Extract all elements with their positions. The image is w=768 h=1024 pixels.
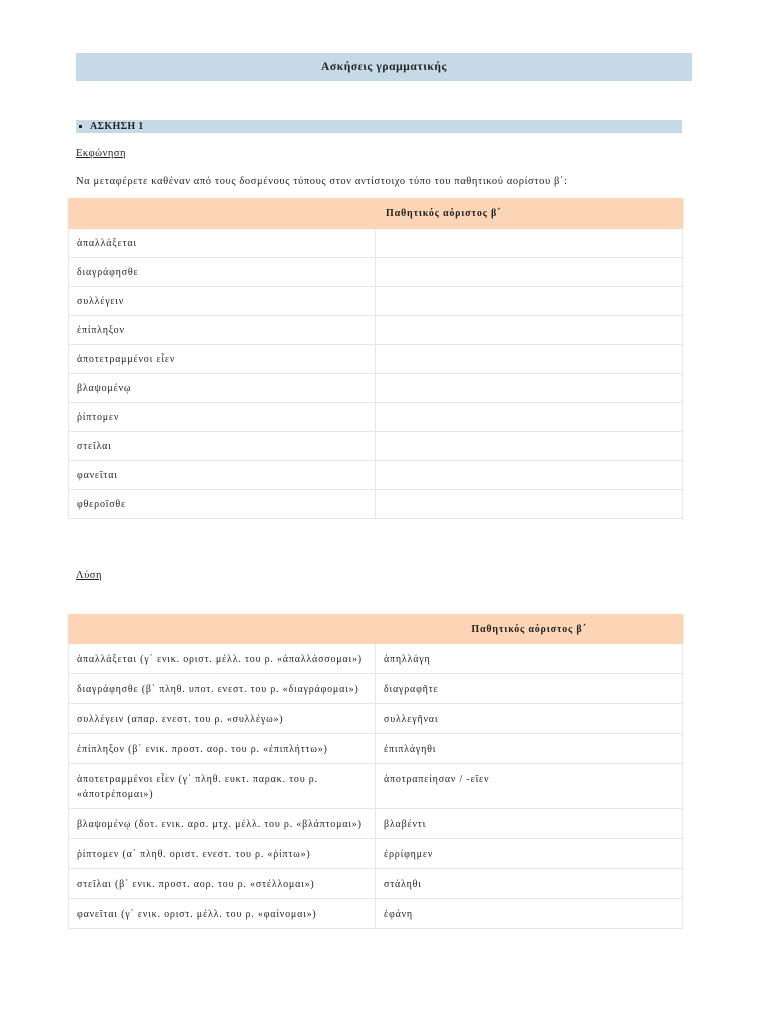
table-row [69, 809, 683, 839]
form-cell: φανεῖται [69, 461, 376, 490]
answer-cell: στάληθι [376, 869, 683, 899]
answer-cell: ἐφάνη [376, 899, 683, 929]
form-cell: ἀποτετραμμένοι εἶεν (γ΄ πληθ. ευκτ. παρακ. του ρ. «ἀποτρέπομαι») [69, 764, 376, 809]
form-cell: βλαψομένῳ [69, 374, 376, 403]
form-cell: ῥίπτομεν (α΄ πληθ. οριστ. ενεστ. του ρ. «ῥίπτω») [69, 839, 376, 869]
form-cell: ἀπαλλάξεται [69, 229, 376, 258]
table-row [69, 899, 683, 929]
form-cell: στεῖλαι [69, 432, 376, 461]
table-header-row [69, 615, 683, 644]
form-cell: συλλέγειν (απαρ. ενεστ. του ρ. «συλλέγω») [69, 704, 376, 734]
form-cell: στεῖλαι (β΄ ενικ. προστ. αορ. του ρ. «στέλλομαι») [69, 869, 376, 899]
answer-cell[interactable] [376, 461, 683, 490]
table-row [69, 345, 683, 374]
form-cell: συλλέγειν [69, 287, 376, 316]
answer-cell: διαγραφῆτε [376, 674, 683, 704]
table-row [69, 869, 683, 899]
form-cell: ἐπίπληξον (β΄ ενικ. προστ. αορ. του ρ. «ἐπιπλήττω») [69, 734, 376, 764]
table-row [69, 490, 683, 519]
table-header-cell-aorist: Παθητικός αόριστος β΄ [376, 199, 683, 229]
table-row [69, 432, 683, 461]
table-row [69, 461, 683, 490]
form-cell: ἀποτετραμμένοι εἶεν [69, 345, 376, 374]
answer-cell: συλλεγῆναι [376, 704, 683, 734]
answer-cell[interactable] [376, 287, 683, 316]
table-row [69, 287, 683, 316]
table-row [69, 734, 683, 764]
form-cell: διαγράφησθε (β΄ πληθ. υποτ. ενεστ. του ρ. «διαγράφομαι») [69, 674, 376, 704]
form-cell: φανεῖται (γ΄ ενικ. οριστ. μέλλ. του ρ. «φαίνομαι») [69, 899, 376, 929]
table-row [69, 229, 683, 258]
exercise-header [76, 120, 682, 133]
answer-cell[interactable] [376, 374, 683, 403]
bullet-icon [79, 125, 82, 128]
table-header-cell-form [69, 615, 376, 644]
solution-table [68, 614, 683, 929]
table-row [69, 674, 683, 704]
table-header-row [69, 199, 683, 229]
answer-cell: ἐρρίφημεν [376, 839, 683, 869]
table-row [69, 704, 683, 734]
table-row [69, 764, 683, 809]
table-row [69, 258, 683, 287]
answer-cell[interactable] [376, 258, 683, 287]
answer-cell[interactable] [376, 345, 683, 374]
answer-cell[interactable] [376, 432, 683, 461]
form-cell: φθεροῖσθε [69, 490, 376, 519]
answer-cell: ἀποτραπείησαν / -εῖεν [376, 764, 683, 809]
form-cell: ῥίπτομεν [69, 403, 376, 432]
answer-cell: βλαβέντι [376, 809, 683, 839]
table-row [69, 839, 683, 869]
answer-cell: ἀπηλλάγη [376, 644, 683, 674]
answer-cell: ἐπιπλάγηθι [376, 734, 683, 764]
answer-cell[interactable] [376, 490, 683, 519]
form-cell: διαγράφησθε [69, 258, 376, 287]
table-row [69, 316, 683, 345]
form-cell: ἀπαλλάξεται (γ΄ ενικ. οριστ. μέλλ. του ρ. «ἀπαλλάσσομαι») [69, 644, 376, 674]
form-cell: βλαψομένῳ (δοτ. ενικ. αρσ. μτχ. μέλλ. του ρ. «βλάπτομαι») [69, 809, 376, 839]
table-header-cell-aorist: Παθητικός αόριστος β΄ [376, 615, 683, 644]
answer-cell[interactable] [376, 316, 683, 345]
table-row [69, 644, 683, 674]
table-row [69, 374, 683, 403]
exercise-label: ΑΣΚΗΣΗ 1 [90, 121, 144, 132]
form-cell: ἐπίπληξον [69, 316, 376, 345]
answer-cell[interactable] [376, 229, 683, 258]
prompt-label: Εκφώνηση [76, 148, 126, 159]
table-row [69, 403, 683, 432]
page-title: Ασκήσεις γραμματικής [76, 53, 692, 81]
answer-cell[interactable] [376, 403, 683, 432]
solution-label: Λύση [76, 570, 102, 581]
exercise-table [68, 198, 683, 519]
table-header-cell-form [69, 199, 376, 229]
instruction-text: Να μεταφέρετε καθέναν από τους δοσμένους τύπους στον αντίστοιχο τύπο του παθητικού αορίστου β΄: [76, 176, 568, 187]
